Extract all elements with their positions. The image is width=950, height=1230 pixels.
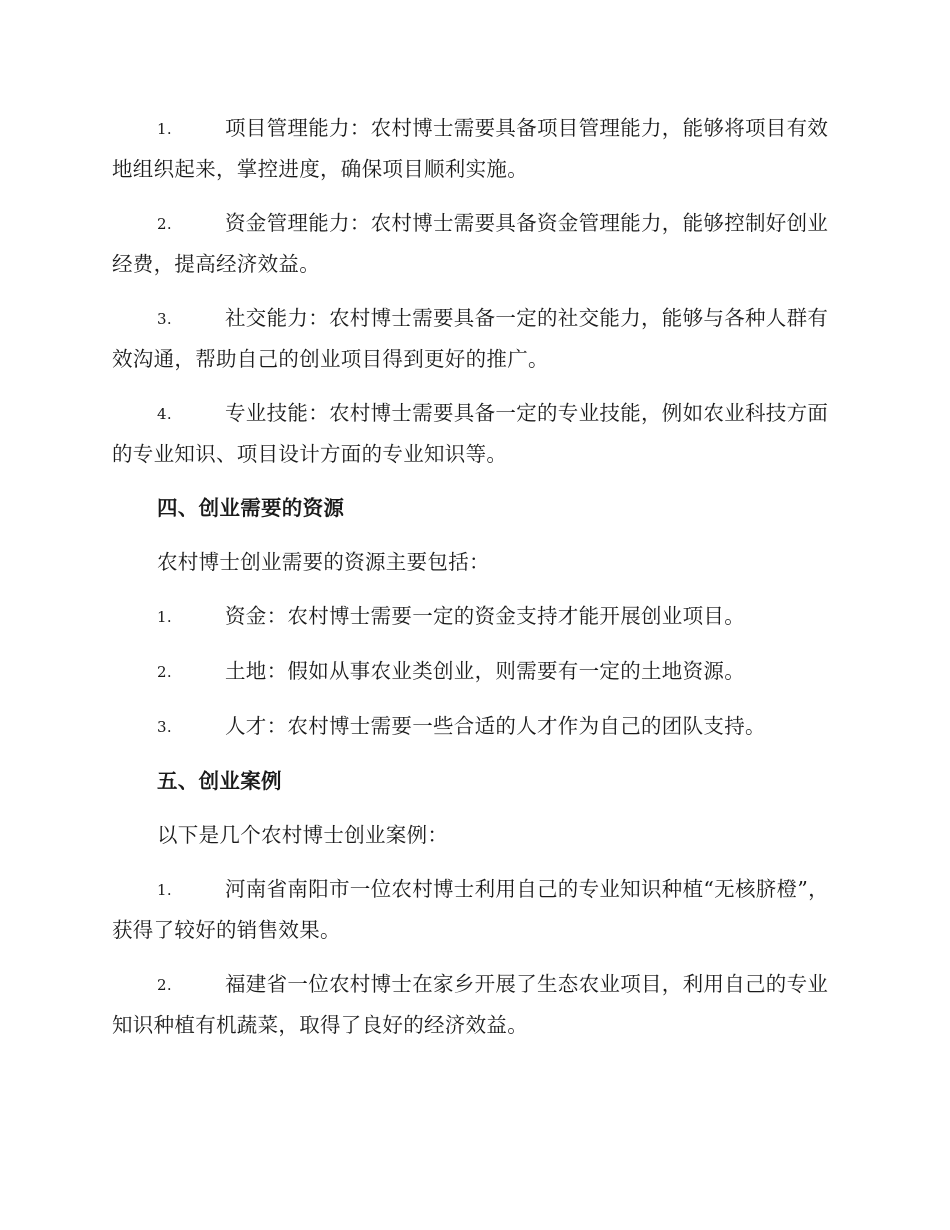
- list-text: 专业技能：农村博士需要具备一定的专业技能，例如农业科技方面的专业知识、项目设计方面的专业知识等。: [112, 401, 829, 466]
- list-text: 人才：农村博士需要一些合适的人才作为自己的团队支持。: [225, 714, 766, 738]
- list-number: 2.: [157, 215, 172, 233]
- list-number: 2.: [157, 663, 172, 681]
- list-text: 资金管理能力：农村博士需要具备资金管理能力，能够控制好创业经费，提高经济效益。: [112, 211, 829, 276]
- list-number: 3.: [157, 310, 172, 328]
- list-number: 3.: [157, 718, 172, 736]
- section-intro: 农村博士创业需要的资源主要包括：: [157, 550, 490, 574]
- section-heading: 五、创业案例: [157, 769, 282, 793]
- list-number: 1.: [157, 608, 172, 626]
- list-text: 福建省一位农村博士在家乡开展了生态农业项目，利用自己的专业知识种植有机蔬菜，取得了良好的经济效益。: [112, 972, 829, 1037]
- document-page: [112, 108, 834, 1059]
- list-item: [112, 203, 834, 284]
- list-item: [112, 651, 834, 692]
- list-item: [112, 108, 834, 189]
- list-item: [112, 706, 834, 747]
- list-item: [112, 298, 834, 379]
- section-intro: 以下是几个农村博士创业案例：: [157, 823, 449, 847]
- list-number: 1.: [157, 120, 172, 138]
- list-item: [112, 964, 834, 1045]
- list-item: [112, 869, 834, 950]
- list-text: 资金：农村博士需要一定的资金支持才能开展创业项目。: [225, 604, 745, 628]
- list-item: [112, 393, 834, 474]
- list-text: 土地：假如从事农业类创业，则需要有一定的土地资源。: [225, 659, 745, 683]
- list-number: 4.: [157, 405, 172, 423]
- section-heading: 四、创业需要的资源: [157, 496, 345, 520]
- list-number: 2.: [157, 976, 172, 994]
- list-number: 1.: [157, 881, 172, 899]
- list-text: 河南省南阳市一位农村博士利用自己的专业知识种植“无核脐橙”，获得了较好的销售效果。: [112, 877, 829, 942]
- list-item: [112, 596, 834, 637]
- list-text: 项目管理能力：农村博士需要具备项目管理能力，能够将项目有效地组织起来，掌控进度，确保项目顺利实施。: [112, 116, 829, 181]
- list-text: 社交能力：农村博士需要具备一定的社交能力，能够与各种人群有效沟通，帮助自己的创业项目得到更好的推广。: [112, 306, 829, 371]
